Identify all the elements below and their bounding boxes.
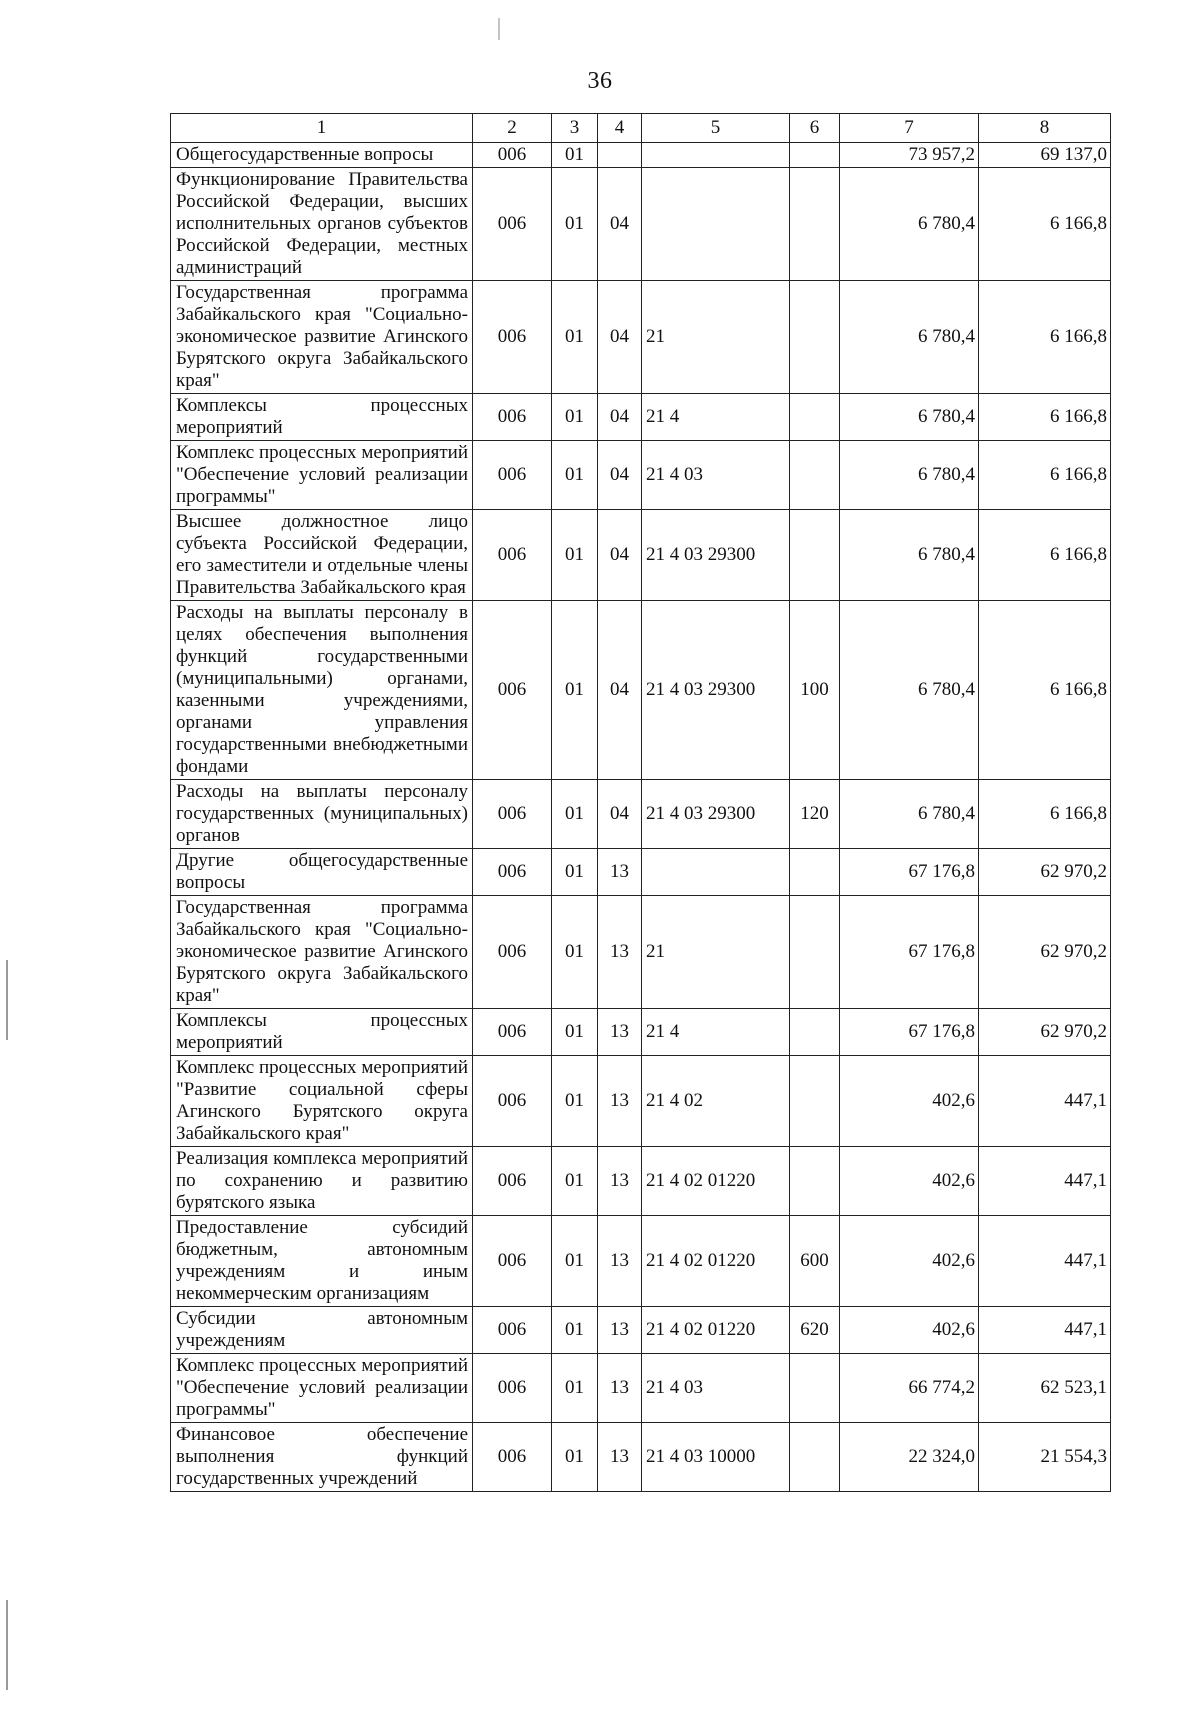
row-code-target: 21 4 03 [642,1354,790,1423]
row-code-expense-type [790,1147,840,1216]
row-code-target: 21 4 [642,1009,790,1056]
row-code-ministry: 006 [473,780,552,849]
row-code-target: 21 4 02 01220 [642,1216,790,1307]
row-amount-year1: 6 780,4 [840,441,979,510]
row-code-expense-type [790,281,840,394]
row-code-target: 21 4 03 29300 [642,780,790,849]
row-amount-year2: 62 523,1 [979,1354,1111,1423]
table-row [171,1307,1111,1354]
row-code-expense-type [790,849,840,896]
row-name: Комплекс процессных мероприятий "Обеспечение условий реализации программы" [171,1354,473,1423]
row-code-section: 01 [552,1216,598,1307]
row-code-subsection: 04 [598,441,642,510]
row-code-ministry: 006 [473,1147,552,1216]
row-code-expense-type [790,394,840,441]
row-code-expense-type [790,1423,840,1492]
header-cell: 2 [473,114,552,143]
table-row [171,441,1111,510]
table-row [171,896,1111,1009]
row-code-target: 21 4 02 01220 [642,1147,790,1216]
row-code-ministry: 006 [473,510,552,601]
scan-mark-left [6,960,8,1040]
row-code-target: 21 4 02 01220 [642,1307,790,1354]
row-amount-year2: 447,1 [979,1147,1111,1216]
header-cell: 5 [642,114,790,143]
header-cell: 7 [840,114,979,143]
row-code-expense-type [790,1056,840,1147]
row-name: Субсидии автономным учреждениям [171,1307,473,1354]
header-row [171,114,1111,143]
row-name: Государственная программа Забайкальского края "Социально-экономическое развитие Агинского Бурятского округа Забайкальского края" [171,896,473,1009]
row-amount-year2: 6 166,8 [979,780,1111,849]
row-amount-year1: 22 324,0 [840,1423,979,1492]
table-row [171,1423,1111,1492]
row-code-subsection: 13 [598,1056,642,1147]
row-name: Комплекс процессных мероприятий "Обеспечение условий реализации программы" [171,441,473,510]
row-name: Другие общегосударственные вопросы [171,849,473,896]
row-amount-year1: 6 780,4 [840,601,979,780]
row-code-target: 21 4 03 29300 [642,510,790,601]
row-amount-year1: 6 780,4 [840,510,979,601]
row-code-ministry: 006 [473,1009,552,1056]
row-amount-year1: 6 780,4 [840,281,979,394]
row-code-ministry: 006 [473,1307,552,1354]
table-row [171,1216,1111,1307]
row-amount-year2: 6 166,8 [979,168,1111,281]
table-row [171,601,1111,780]
table-row [171,394,1111,441]
header-cell: 8 [979,114,1111,143]
scan-mark-top [498,18,500,40]
row-amount-year1: 67 176,8 [840,849,979,896]
row-code-target: 21 4 03 [642,441,790,510]
row-code-section: 01 [552,441,598,510]
row-name: Общегосударственные вопросы [171,143,473,168]
row-amount-year1: 6 780,4 [840,394,979,441]
row-amount-year1: 67 176,8 [840,896,979,1009]
row-amount-year2: 447,1 [979,1216,1111,1307]
row-code-expense-type: 120 [790,780,840,849]
row-code-expense-type: 620 [790,1307,840,1354]
row-code-ministry: 006 [473,441,552,510]
row-code-expense-type [790,1009,840,1056]
row-code-target: 21 4 03 29300 [642,601,790,780]
row-code-subsection: 13 [598,1009,642,1056]
row-code-section: 01 [552,1354,598,1423]
row-code-ministry: 006 [473,849,552,896]
table-row [171,168,1111,281]
row-amount-year2: 6 166,8 [979,441,1111,510]
row-code-section: 01 [552,601,598,780]
row-name: Комплексы процессных мероприятий [171,394,473,441]
row-amount-year2: 6 166,8 [979,510,1111,601]
table-row [171,1147,1111,1216]
row-code-subsection: 04 [598,510,642,601]
row-code-expense-type: 600 [790,1216,840,1307]
header-cell: 1 [171,114,473,143]
row-code-section: 01 [552,1423,598,1492]
header-cell: 3 [552,114,598,143]
table-body [171,143,1111,1492]
row-amount-year2: 62 970,2 [979,849,1111,896]
row-code-ministry: 006 [473,168,552,281]
row-code-ministry: 006 [473,143,552,168]
row-name: Расходы на выплаты персоналу государственных (муниципальных) органов [171,780,473,849]
row-code-section: 01 [552,849,598,896]
table-row [171,510,1111,601]
row-amount-year1: 402,6 [840,1056,979,1147]
row-code-ministry: 006 [473,1423,552,1492]
row-code-section: 01 [552,1009,598,1056]
row-name: Комплексы процессных мероприятий [171,1009,473,1056]
row-code-ministry: 006 [473,394,552,441]
row-code-ministry: 006 [473,1216,552,1307]
row-code-subsection [598,143,642,168]
row-code-ministry: 006 [473,1056,552,1147]
row-amount-year1: 6 780,4 [840,780,979,849]
row-code-target [642,168,790,281]
page-number: 36 [587,68,613,94]
row-code-subsection: 13 [598,1423,642,1492]
row-amount-year2: 447,1 [979,1056,1111,1147]
row-code-expense-type [790,896,840,1009]
row-code-section: 01 [552,394,598,441]
scan-mark-left-lower [6,1600,8,1690]
row-amount-year1: 66 774,2 [840,1354,979,1423]
row-amount-year2: 62 970,2 [979,896,1111,1009]
row-code-target: 21 [642,281,790,394]
table-row [171,780,1111,849]
row-code-subsection: 04 [598,780,642,849]
row-name: Функционирование Правительства Российской Федерации, высших исполнительных органов субъектов Российской Федерации, местных администраций [171,168,473,281]
table-row [171,1354,1111,1423]
row-code-section: 01 [552,1307,598,1354]
row-amount-year1: 67 176,8 [840,1009,979,1056]
row-code-target: 21 4 03 10000 [642,1423,790,1492]
row-code-ministry: 006 [473,281,552,394]
row-amount-year1: 73 957,2 [840,143,979,168]
table-row [171,1056,1111,1147]
row-code-subsection: 04 [598,394,642,441]
row-code-target: 21 4 [642,394,790,441]
row-code-target [642,143,790,168]
row-code-section: 01 [552,143,598,168]
row-name: Финансовое обеспечение выполнения функций государственных учреждений [171,1423,473,1492]
row-code-target: 21 4 02 [642,1056,790,1147]
row-amount-year1: 402,6 [840,1147,979,1216]
row-code-section: 01 [552,510,598,601]
row-amount-year1: 402,6 [840,1307,979,1354]
row-code-expense-type [790,510,840,601]
row-code-section: 01 [552,780,598,849]
row-amount-year2: 6 166,8 [979,281,1111,394]
row-name: Расходы на выплаты персоналу в целях обеспечения выполнения функций государственными (муниципальными) органами, казенными учреждениями, органами управления государственными внебюджетными фондами [171,601,473,780]
row-amount-year2: 62 970,2 [979,1009,1111,1056]
row-amount-year2: 6 166,8 [979,601,1111,780]
row-code-ministry: 006 [473,601,552,780]
row-code-subsection: 04 [598,168,642,281]
table-row [171,281,1111,394]
row-name: Предоставление субсидий бюджетным, автономным учреждениям и иным некоммерческим организациям [171,1216,473,1307]
row-code-target: 21 [642,896,790,1009]
row-code-ministry: 006 [473,896,552,1009]
row-amount-year1: 6 780,4 [840,168,979,281]
row-code-target [642,849,790,896]
row-code-expense-type [790,143,840,168]
row-name: Комплекс процессных мероприятий "Развитие социальной сферы Агинского Бурятского округа Забайкальского края" [171,1056,473,1147]
row-code-expense-type [790,168,840,281]
row-amount-year2: 447,1 [979,1307,1111,1354]
row-code-subsection: 13 [598,896,642,1009]
row-code-subsection: 13 [598,1354,642,1423]
row-code-expense-type [790,1354,840,1423]
row-amount-year2: 21 554,3 [979,1423,1111,1492]
header-cell: 6 [790,114,840,143]
row-code-subsection: 04 [598,281,642,394]
table-row [171,1009,1111,1056]
row-code-subsection: 04 [598,601,642,780]
row-code-section: 01 [552,281,598,394]
row-code-subsection: 13 [598,1307,642,1354]
row-amount-year2: 6 166,8 [979,394,1111,441]
row-code-section: 01 [552,896,598,1009]
row-amount-year1: 402,6 [840,1216,979,1307]
row-code-expense-type [790,441,840,510]
row-name: Высшее должностное лицо субъекта Российской Федерации, его заместители и отдельные члены Правительства Забайкальского края [171,510,473,601]
row-code-expense-type: 100 [790,601,840,780]
row-code-subsection: 13 [598,1147,642,1216]
row-code-section: 01 [552,168,598,281]
header-cell: 4 [598,114,642,143]
row-code-section: 01 [552,1147,598,1216]
row-name: Реализация комплекса мероприятий по сохранению и развитию бурятского языка [171,1147,473,1216]
row-code-subsection: 13 [598,1216,642,1307]
row-amount-year2: 69 137,0 [979,143,1111,168]
row-code-subsection: 13 [598,849,642,896]
budget-table [170,113,1111,1492]
table-row [171,143,1111,168]
row-code-ministry: 006 [473,1354,552,1423]
row-name: Государственная программа Забайкальского края "Социально-экономическое развитие Агинского Бурятского округа Забайкальского края" [171,281,473,394]
table-row [171,849,1111,896]
row-code-section: 01 [552,1056,598,1147]
